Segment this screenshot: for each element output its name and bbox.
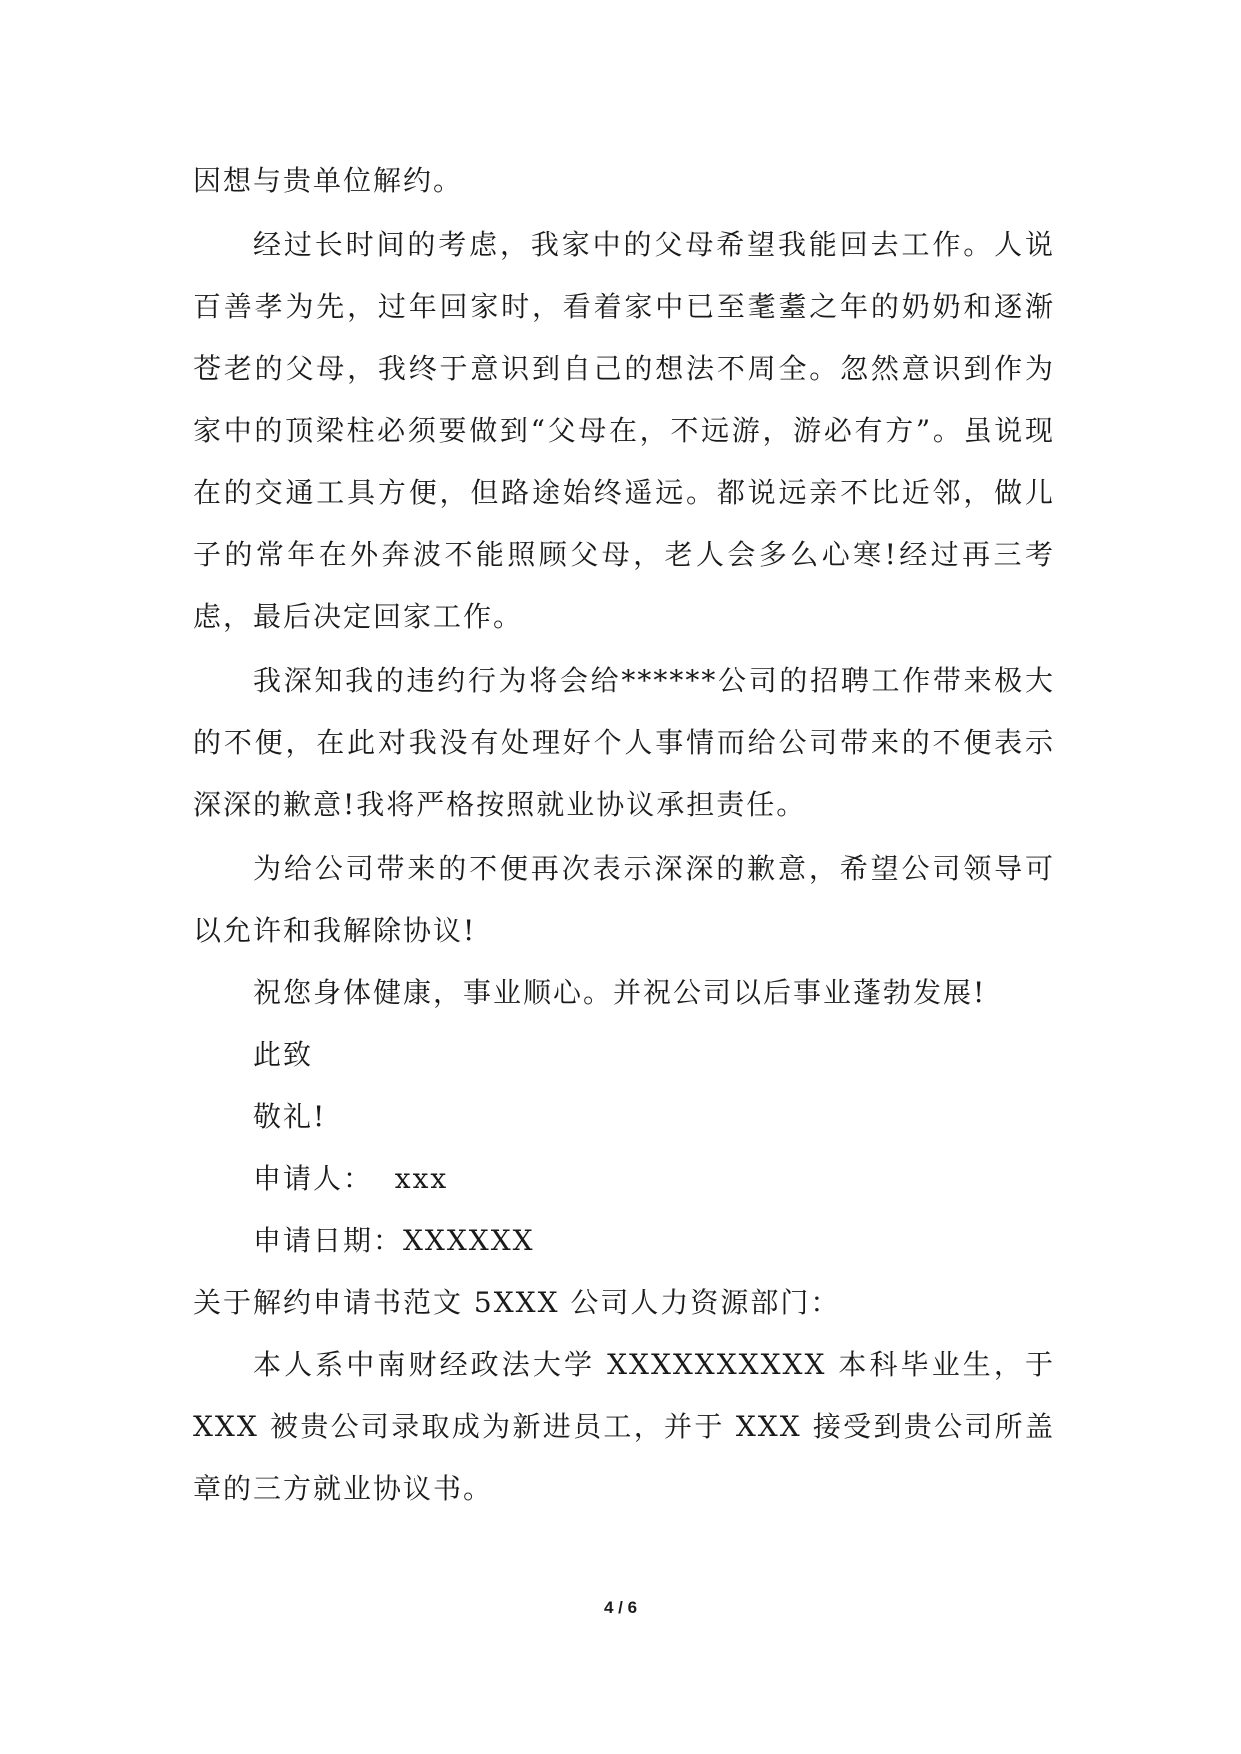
closing-respect: 敬礼! (253, 1100, 327, 1133)
page-number: 4 / 6 (603, 1598, 638, 1617)
document-body (193, 150, 1055, 1520)
closing-salutation: 此致 (253, 1038, 314, 1071)
section-heading: 关于解约申请书范文 5XXX 公司人力资源部门： (193, 1286, 841, 1319)
applicant-line: 申请人： xxx (253, 1162, 449, 1195)
paragraph: 祝您身体健康，事业顺心。并祝公司以后事业蓬勃发展! (253, 976, 987, 1009)
paragraph: 本人系中南财经政法大学 XXXXXXXXXX 本科毕业生，于 XXX 被贵公司录取成为新进员工，并于 XXX 接受到贵公司所盖章的三方就业协议书。 (193, 1348, 1055, 1505)
paragraph: 我深知我的违约行为将会给******公司的招聘工作带来极大的不便，在此对我没有处理好个人事情而给公司带来的不便表示深深的歉意!我将严格按照就业协议承担责任。 (193, 664, 1055, 821)
paragraph: 因想与贵单位解约。 (193, 164, 464, 197)
paragraph: 经过长时间的考虑，我家中的父母希望我能回去工作。人说百善孝为先，过年回家时，看着家中已至耄耋之年的奶奶和逐渐苍老的父母，我终于意识到自己的想法不周全。忽然意识到作为家中的顶梁柱必须要做到“父母在，不远游，游必有方”。虽说现在的交通工具方便，但路途始终遥远。都说远亲不比近邻，做儿子的常年在外奔波不能照顾父母，老人会多么心寒!经过再三考虑，最后决定回家工作。 (193, 228, 1055, 633)
paragraph: 为给公司带来的不便再次表示深深的歉意，希望公司领导可以允许和我解除协议! (193, 852, 1055, 947)
application-date-line: 申请日期：XXXXXX (253, 1224, 535, 1257)
